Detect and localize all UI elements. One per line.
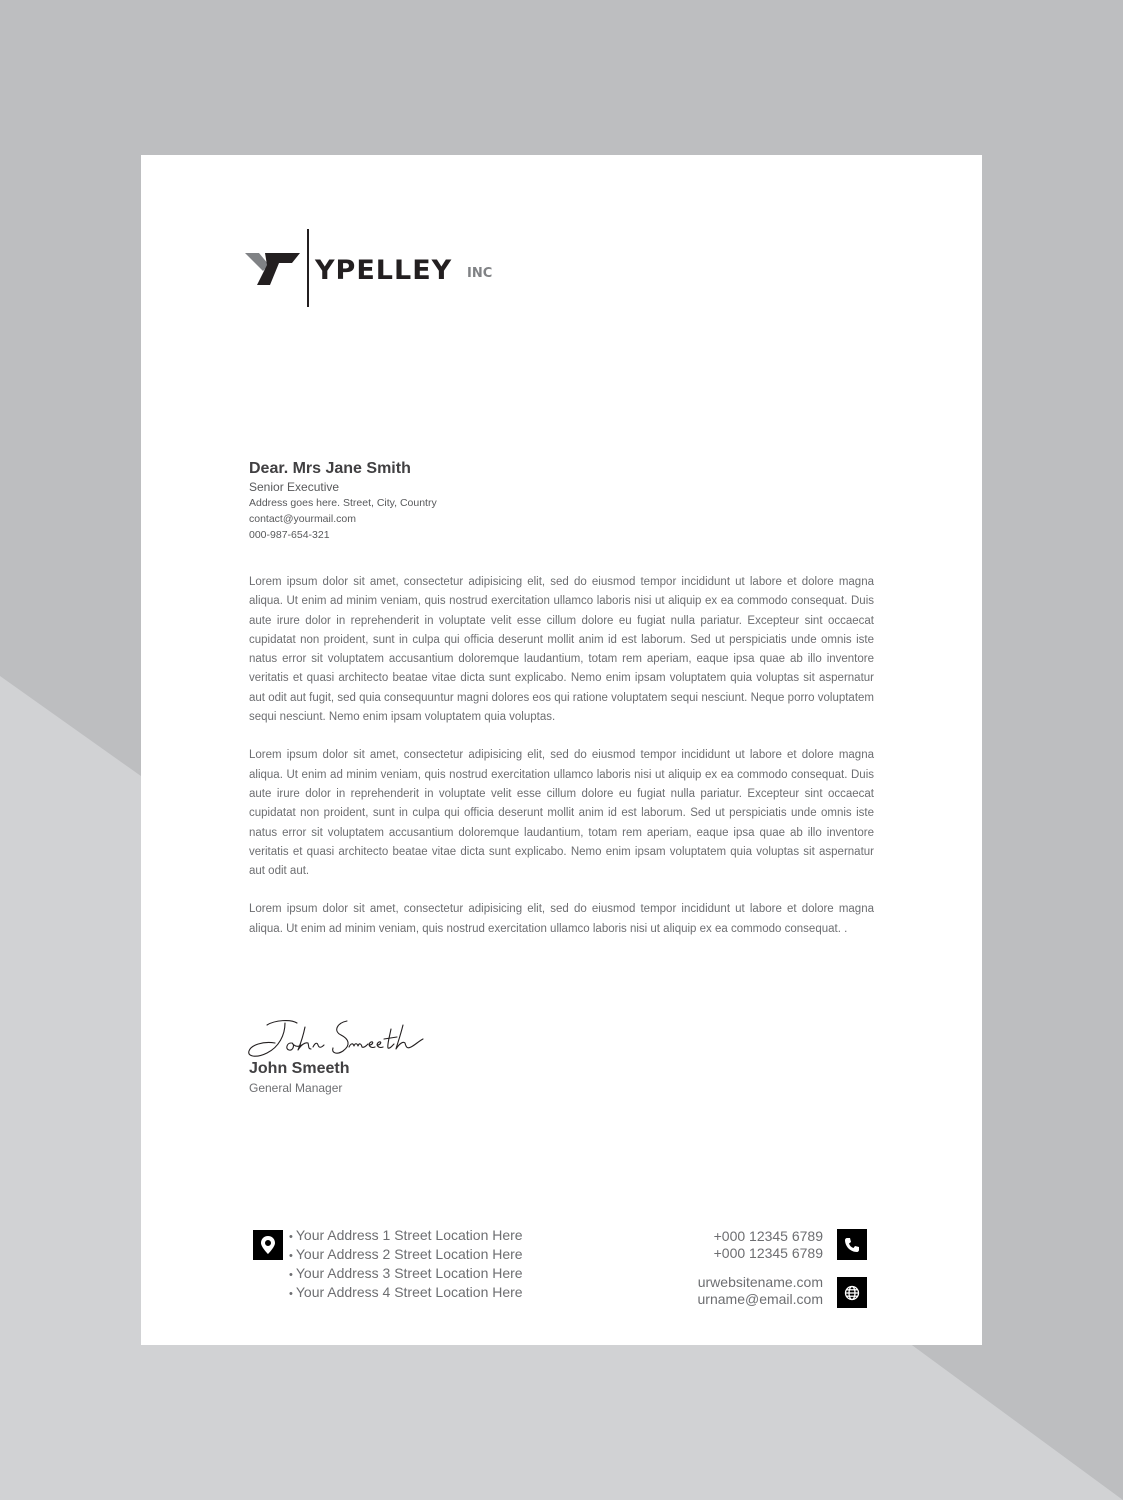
phone-number: +000 12345 6789: [713, 1245, 823, 1261]
sender-name: John Smeeth: [249, 1060, 350, 1077]
email-address: urname@email.com: [697, 1291, 823, 1307]
company-suffix: INC: [467, 266, 493, 281]
phone-icon: [837, 1229, 867, 1260]
address-text: Your Address 4 Street Location Here: [295, 1284, 523, 1300]
recipient-email: contact@yourmail.com: [249, 513, 356, 525]
bullet: •: [289, 1250, 293, 1262]
address-item: [289, 1265, 523, 1284]
body-paragraph: Lorem ipsum dolor sit amet, consectetur adipisicing elit, sed do eiusmod tempor incididunt ut labore et dolore magna aliqua. Ut enim ad minim veniam, quis nostrud exercitation ullamco laboris nisi ut aliquip ex ea commodo consequat. .: [249, 903, 874, 935]
address-text: Your Address 2 Street Location Here: [295, 1246, 523, 1262]
logo-divider: [307, 229, 309, 307]
body-paragraph: Lorem ipsum dolor sit amet, consectetur adipisicing elit, sed do eiusmod tempor incididunt ut labore et dolore magna aliqua. Ut enim ad minim veniam, quis nostrud exercitation ullamco laboris nisi ut aliquip ex ea commodo consequat. Duis aute irure dolor in reprehenderit in voluptate velit esse cillum dolore eu fugiat nulla pariatur. Excepteur sint occaecat cupidatat non proident, sunt in culpa qui officia deserunt mollit anim id est laborum. Sed ut perspiciatis unde omnis iste natus error sit voluptatem accusantium doloremque laudantium, totam rem aperiam, eaque ipsa quae ab illo inventore veritatis et quasi architecto beatae vitae dicta sunt explicabo. Nemo enim ipsam voluptatem quia voluptas sit aspernatur aut odit aut fugit, sed quia consequuntur magni dolores eos qui ratione voluptatem sequi nesciunt. Neque porro voluptatem sequi nesciunt. Nemo enim ipsam voluptatem quia voluptas.: [249, 576, 874, 724]
recipient-title: Senior Executive: [249, 480, 340, 494]
website: urwebsitename.com: [697, 1274, 823, 1290]
recipient-block: [249, 459, 437, 543]
letter-body: [249, 573, 874, 958]
ypelley-y-logo-icon: [245, 251, 300, 287]
address-item: [289, 1246, 523, 1265]
bullet: •: [289, 1269, 293, 1281]
sender-block: [249, 1059, 349, 1097]
company-logo: [245, 229, 505, 309]
map-pin-icon: [253, 1230, 283, 1260]
bullet: •: [289, 1231, 293, 1243]
bullet: •: [289, 1288, 293, 1300]
address-item: [289, 1284, 523, 1303]
recipient-address: Address goes here. Street, City, Country: [249, 497, 437, 509]
address-item: [289, 1227, 523, 1246]
body-paragraph: Lorem ipsum dolor sit amet, consectetur adipisicing elit, sed do eiusmod tempor incididunt ut labore et dolore magna aliqua. Ut enim ad minim veniam, quis nostrud exercitation ullamco laboris nisi ut aliquip ex ea commodo consequat. Duis aute irure dolor in reprehenderit in voluptate velit esse cillum dolore eu fugiat nulla pariatur. Excepteur sint occaecat cupidatat non proident, sunt in culpa qui officia deserunt mollit anim id est laborum. Sed ut perspiciatis unde omnis iste natus error sit voluptatem accusantium doloremque laudantium, totam rem aperiam, eaque ipsa quae ab illo inventore veritatis et quasi architecto beatae vitae dicta sunt explicabo. Nemo enim ipsam voluptatem quia voluptas sit aspernatur aut odit aut.: [249, 749, 874, 878]
handwritten-signature: [245, 1017, 435, 1061]
sender-title: General Manager: [249, 1081, 343, 1095]
letterhead-page: [141, 155, 982, 1345]
web-contacts: [698, 1274, 823, 1308]
address-text: Your Address 3 Street Location Here: [295, 1265, 523, 1281]
globe-icon: [837, 1277, 867, 1308]
address-list: [289, 1227, 523, 1303]
footer-contacts: [621, 1227, 867, 1317]
recipient-phone: 000-987-654-321: [249, 529, 330, 541]
phone-numbers: [714, 1228, 823, 1262]
company-name: YPELLEY: [315, 255, 453, 286]
address-text: Your Address 1 Street Location Here: [295, 1227, 523, 1243]
phone-number: +000 12345 6789: [713, 1228, 823, 1244]
recipient-name: Dear. Mrs Jane Smith: [249, 460, 411, 477]
